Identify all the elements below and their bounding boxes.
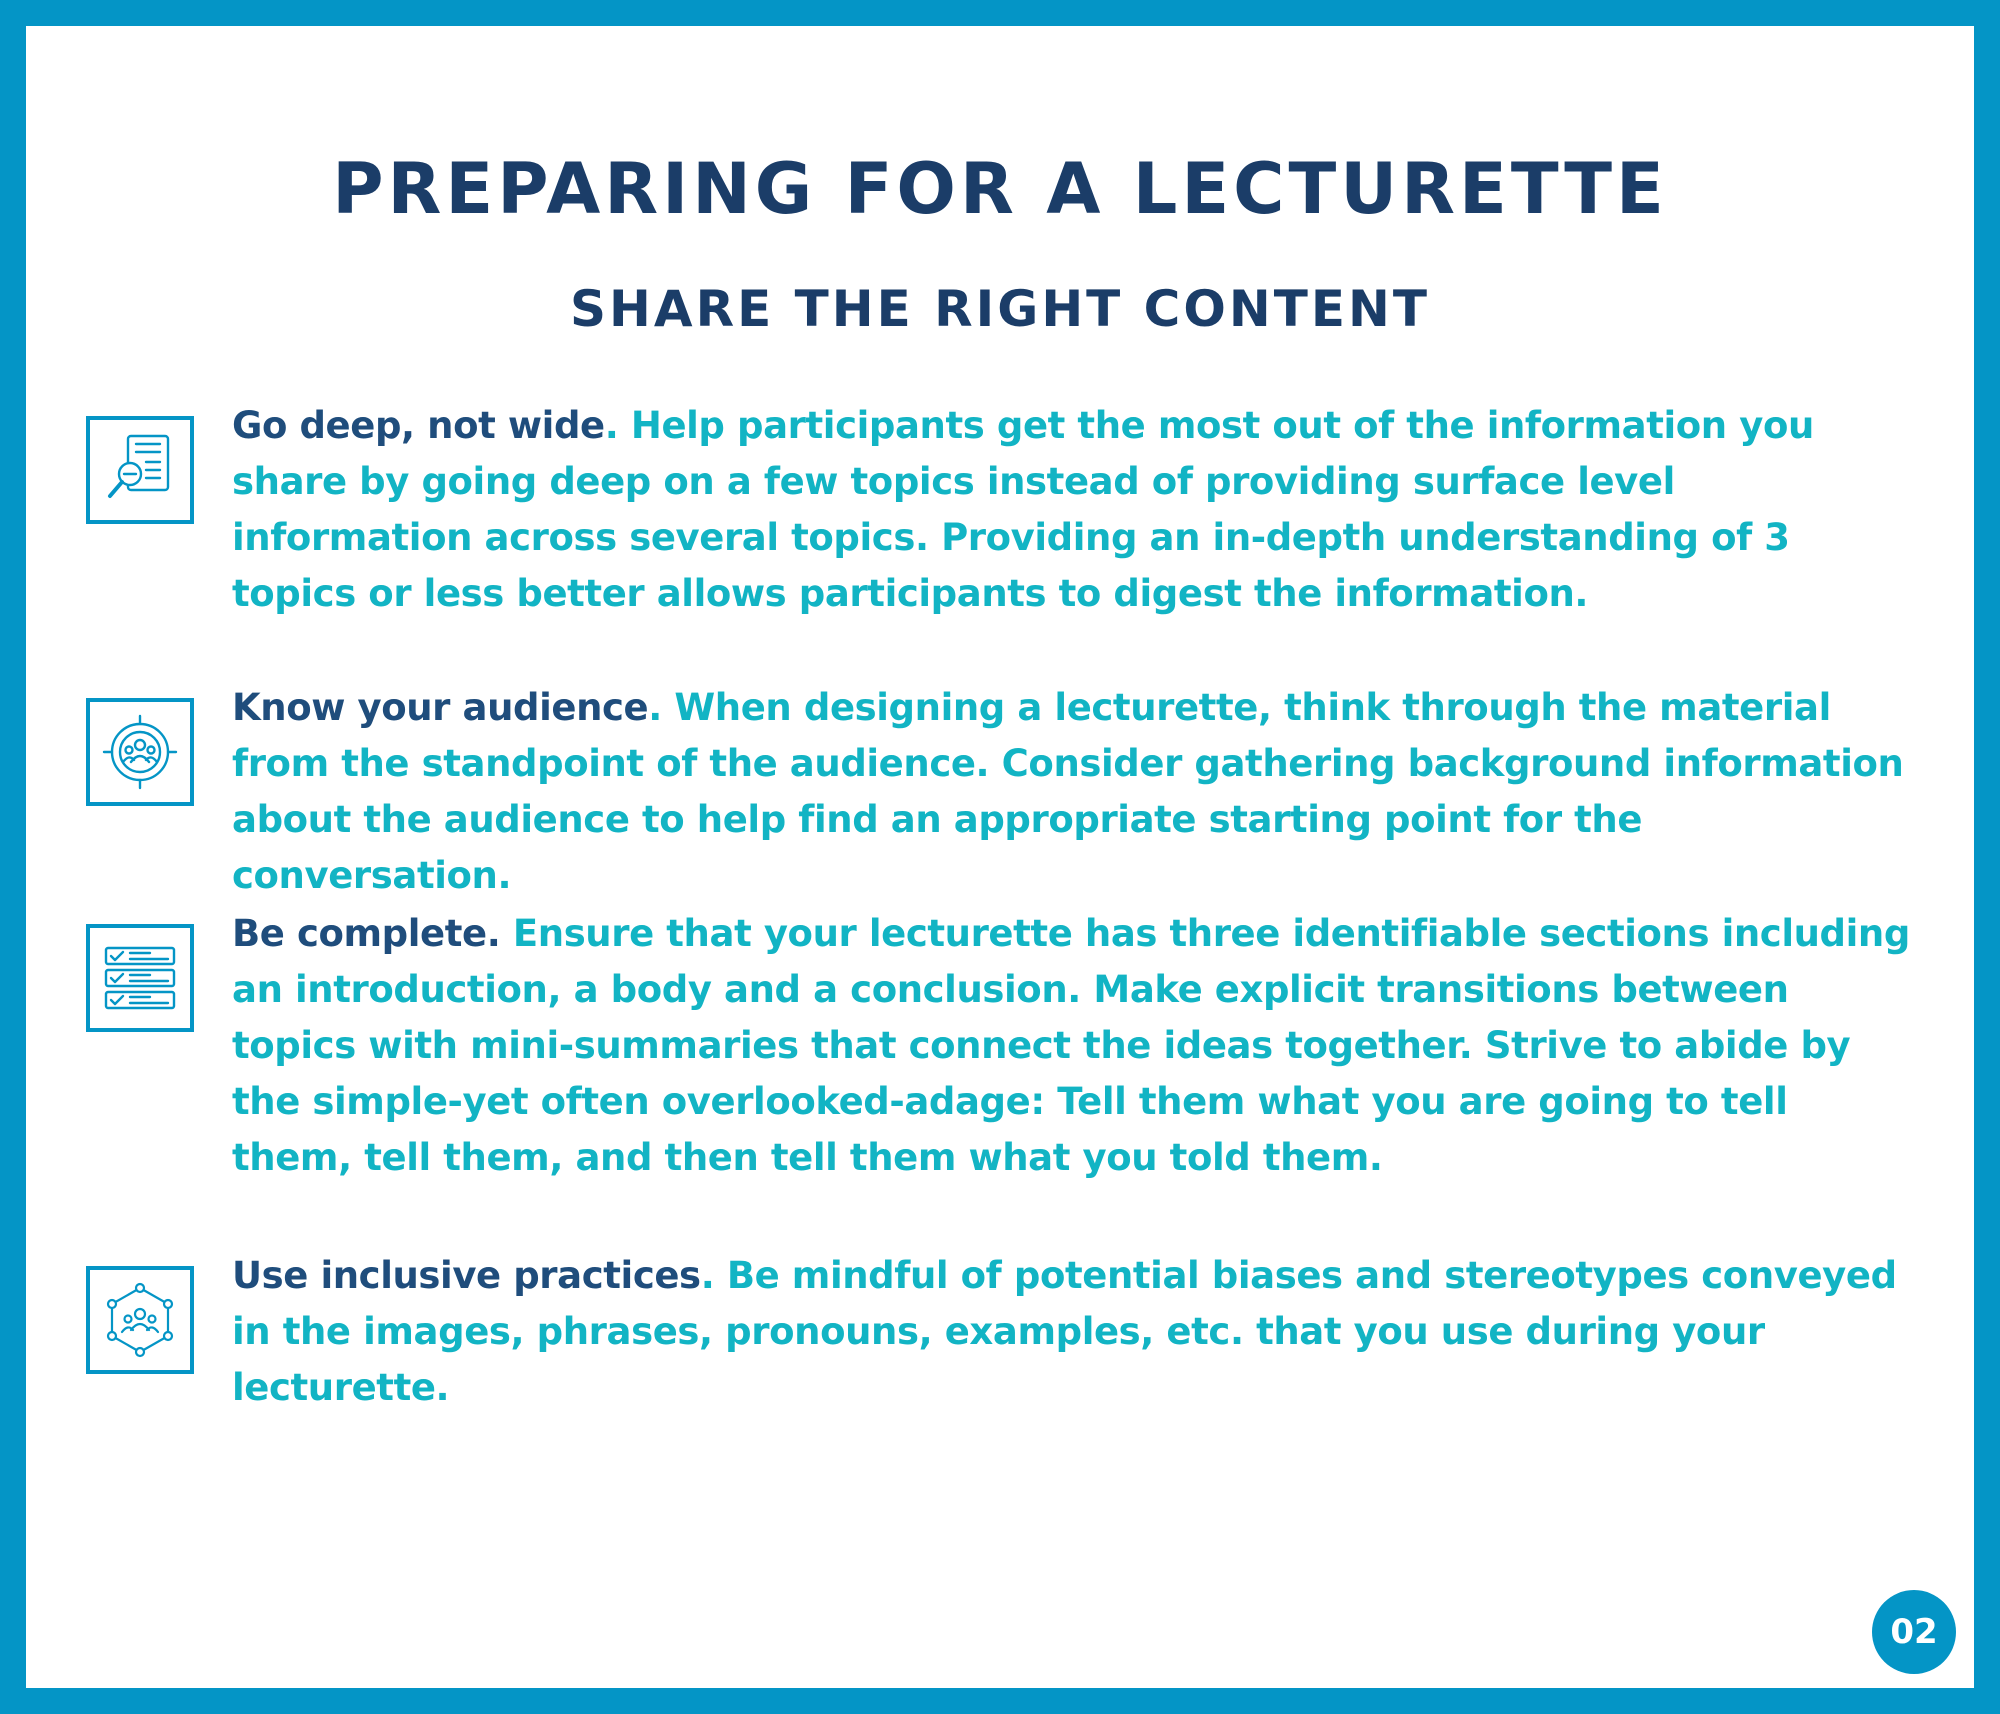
tip-lead: Know your audience [232, 686, 649, 729]
tip-text [232, 398, 1912, 622]
document-search-icon [86, 416, 194, 524]
tip-text [232, 1248, 1912, 1416]
tip-body: . Be mindful of potential biases and stereotypes conveyed in the images, phrases, pronouns, examples, etc. that you use during your lecturette. [232, 1254, 1897, 1409]
checklist-icon [86, 924, 194, 1032]
tip-lead: Be complete. [232, 912, 501, 955]
audience-target-icon [86, 698, 194, 806]
tip-text [232, 680, 1912, 904]
tip-body: . When designing a lecturette, think through the material from the standpoint of the audience. Consider gathering background information about the audience to help find an appropriate starting point for the conversation. [232, 686, 1904, 897]
tip-lead: Go deep, not wide [232, 404, 605, 447]
tip-body: Ensure that your lecturette has three identifiable sections including an introduction, a body and a conclusion. Make explicit transitions between topics with mini-summaries that connect the ideas together. Strive to abide by the simple-yet often overlooked-adage: Tell them what you are going to tell them, tell them, and then tell them what you told them. [232, 912, 1910, 1179]
page-subtitle: SHARE THE RIGHT CONTENT [570, 280, 1430, 338]
page-number-badge: 02 [1872, 1590, 1956, 1674]
tip-text [232, 906, 1912, 1186]
inclusive-network-icon [86, 1266, 194, 1374]
page-title: PREPARING FOR A LECTURETTE [332, 148, 1668, 230]
tip-body: . Help participants get the most out of the information you share by going deep on a few topics instead of providing surface level information across several topics. Providing an in-depth understanding of 3 topics or less better allows participants to digest the information. [232, 404, 1814, 615]
tip-lead: Use inclusive practices [232, 1254, 701, 1297]
